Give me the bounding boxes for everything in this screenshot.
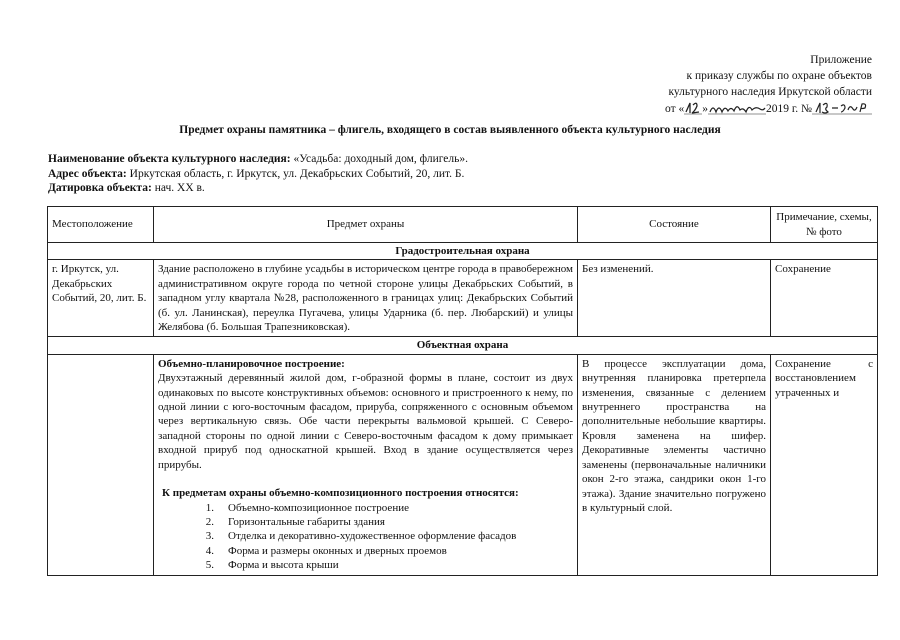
protection-table <box>47 206 878 576</box>
header-location: Местоположение <box>48 207 154 243</box>
list-item: 1. Объемно-композиционное построение <box>205 501 409 514</box>
list-item: 3. Отделка и декоративно-художественное оформление фасадов <box>205 530 517 543</box>
section-row-object <box>48 337 878 354</box>
object-name-value: «Усадьба: доходный дом, флигель». <box>290 153 469 165</box>
row1-note: Сохранение <box>771 260 878 337</box>
header-subject: Предмет охраны <box>154 207 578 243</box>
object-address-label: Адрес объекта: <box>48 167 127 180</box>
section-row-urban <box>48 243 878 260</box>
date-prefix: от « <box>664 103 685 115</box>
row2-list-heading: К предметам охраны объемно-композиционного построения относятся: <box>162 487 519 500</box>
handwritten-month-signature <box>708 100 766 116</box>
appendix-block <box>665 52 872 117</box>
document-title: Предмет охраны памятника – флигель, входящего в состав выявленного объекта культурного наследия <box>179 124 721 136</box>
appendix-line3: культурного наследия Иркутской области <box>668 86 872 98</box>
table-row <box>48 354 878 575</box>
handwritten-day-signature <box>684 100 702 116</box>
object-address-value: Иркутская область, г. Иркутск, ул. Декабрьских Событий, 20, лит. Б. <box>126 167 465 180</box>
object-meta <box>48 152 468 196</box>
table-row <box>48 260 878 337</box>
appendix-line1: Приложение <box>810 54 872 66</box>
date-mid: » <box>702 103 708 115</box>
row1-state: Без изменений. <box>578 260 771 337</box>
object-name-line <box>48 152 468 167</box>
subject-list <box>158 501 573 573</box>
header-state: Состояние <box>578 207 771 243</box>
row1-subject: Здание расположено в глубине усадьбы в историческом центре города в правобережном административном округе города по четной стороне улицы Декабрьских Событий, в западном углу квартала №28, расположенного в границах улиц: Декабрьских Событий (б. ул. Ланинская), переулка Пугачева, улицы Ударника (б. пер. Любарский) и улицы Желябова (б. Большая Трапезниковская). <box>154 260 578 337</box>
date-year: 2019 г. № <box>765 103 812 115</box>
appendix-date-line <box>665 100 872 117</box>
row2-subject <box>154 354 578 575</box>
object-name-label: Наименование объекта культурного наследия: <box>48 153 291 165</box>
row2-note: Сохранение с восстановлением утраченных и <box>771 354 878 575</box>
object-dating-label: Датировка объекта: <box>48 182 152 194</box>
list-item: 2. Горизонтальные габариты здания <box>205 515 385 528</box>
row2-location <box>48 354 154 575</box>
table-header-row <box>48 207 878 243</box>
row2-state: В процессе эксплуатации дома, внутренняя планировка претерпела изменения, связанные с делением внутреннего пространства на дополнительные небольшие квартиры. Кровля заменена на шифер. Декоративные элементы частично заменены (первоначальные наличники окон 2-го этажа, сандрики окон 1-го этажа). Здание значительно погружено в культурный слой. <box>578 354 771 575</box>
row2-subject-heading: Объемно-планировочное построение: <box>158 357 345 370</box>
object-dating-line <box>48 181 468 196</box>
appendix-line2: к приказу службы по охране объектов <box>686 70 872 82</box>
object-address-line <box>48 167 468 182</box>
list-item: 4. Форма и размеры оконных и дверных проемов <box>205 544 447 557</box>
section-urban-title: Градостроительная охрана <box>48 243 878 260</box>
row1-location: г. Иркутск, ул. Декабрьских Событий, 20, лит. Б. <box>48 260 154 337</box>
row2-subject-text: Двухэтажный деревянный жилой дом, г-образной формы в плане, состоит из двух одинаковых по высоте конструктивных объемов: основного и пристроенного к нему, по одной линии с юго-восточным фасадом, прируба, сопряженного с основным объемом через вертикальную связь. Обе части перекрыты вальмовой крышей. С Северо-западной стороны по одной линии с Северо-восточным фасадом к дому примыкает входной прируб под односкатной крышей. Вход в здание осуществляется через прирубы. <box>158 372 573 471</box>
object-dating-value: нач. XX в. <box>151 182 205 194</box>
handwritten-number-signature <box>812 100 872 116</box>
section-object-title: Объектная охрана <box>48 337 878 354</box>
list-item: 5. Форма и высота крыши <box>205 559 339 572</box>
header-note: Примечание, схемы, № фото <box>771 207 878 243</box>
